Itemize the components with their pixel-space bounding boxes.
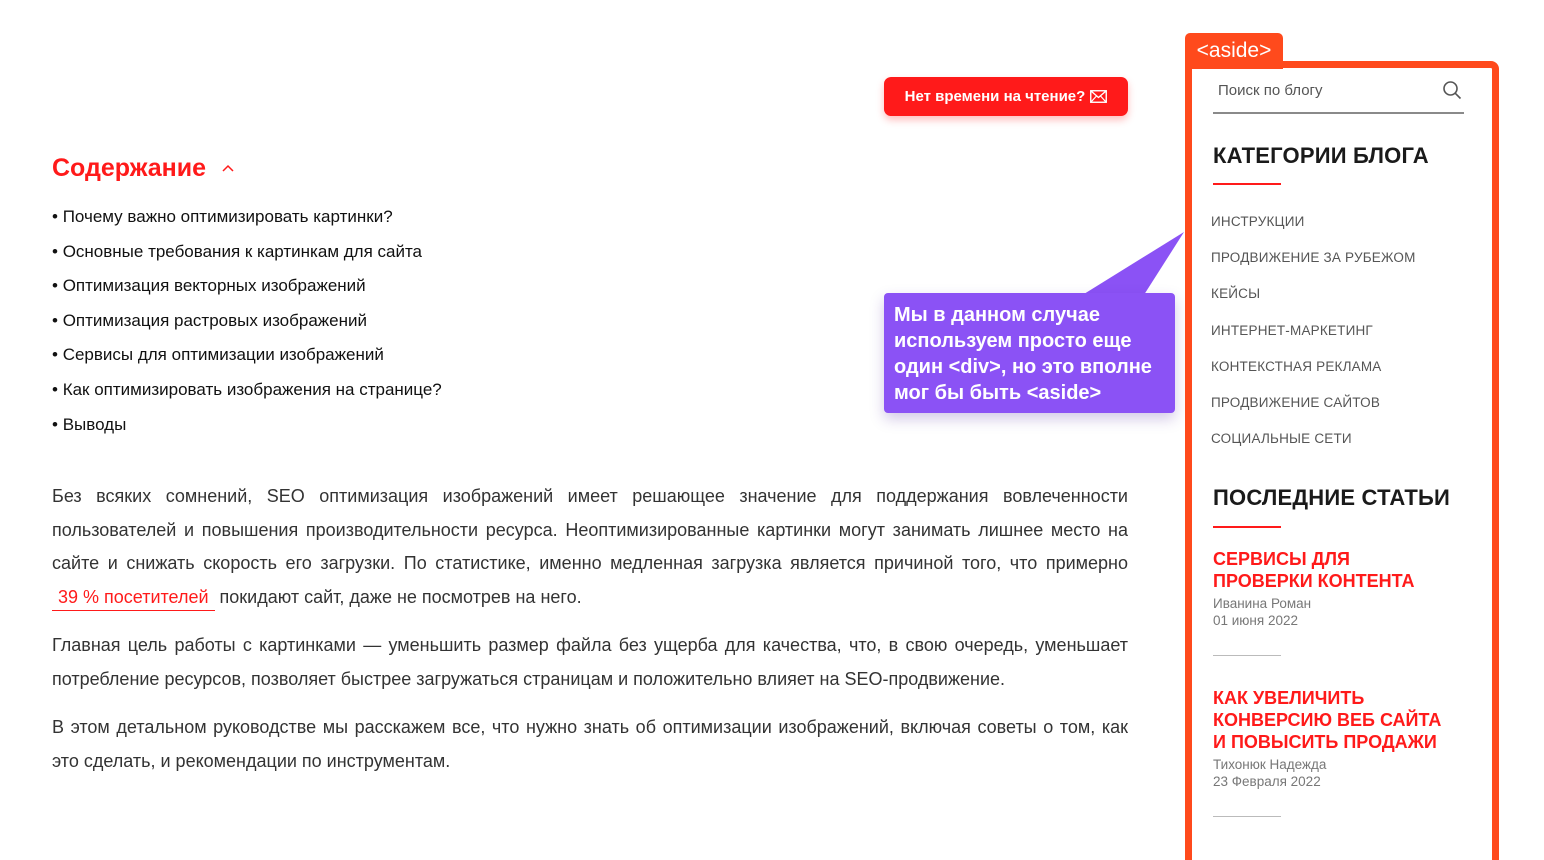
chevron-up-icon[interactable] [222, 164, 234, 172]
category-link[interactable]: ПРОДВИЖЕНИЕ ЗА РУБЕЖОМ [1211, 250, 1416, 266]
article-divider [1213, 655, 1281, 656]
blog-search-input[interactable] [1213, 74, 1428, 99]
category-list [1211, 208, 1416, 461]
toc-item[interactable]: • Сервисы для оптимизации изображений [52, 339, 442, 374]
categories-underline [1213, 183, 1281, 185]
toc-item[interactable]: • Оптимизация растровых изображений [52, 305, 442, 340]
envelope-icon [1090, 90, 1107, 103]
search-icon[interactable] [1442, 80, 1462, 100]
article-date: 01 июня 2022 [1213, 613, 1298, 628]
paragraph-goal: Главная цель работы с картинками — уменьшить размер файла без ущерба для качества, что, в свою очередь, уменьшает потребление ресурсов, позволяет быстрее загружаться страницам и положительно влияет на SEO-продвижение. [52, 635, 1128, 689]
category-link[interactable]: ИНТЕРНЕТ-МАРКЕТИНГ [1211, 322, 1373, 338]
category-link[interactable]: СОЦИАЛЬНЫЕ СЕТИ [1211, 431, 1352, 447]
article-body [52, 480, 1128, 793]
toc-list [52, 201, 442, 443]
toc-item[interactable]: • Как оптимизировать изображения на странице? [52, 374, 442, 409]
category-link[interactable]: КОНТЕКСТНАЯ РЕКЛАМА [1211, 358, 1382, 374]
toc-heading [52, 150, 234, 186]
article-author: Тихонюк Надежда [1213, 757, 1327, 772]
article-divider [1213, 816, 1281, 817]
annotation-tooltip: Мы в данном случае используем просто еще один <div>, но это вполне мог бы быть <aside> [884, 293, 1175, 413]
latest-articles-heading: ПОСЛЕДНИЕ СТАТЬИ [1213, 485, 1450, 510]
paragraph-text: Без всяких сомнений, SEO оптимизация изображений имеет решающее значение для поддержания вовлеченности пользователей и повышения производительности ресурса. Неоптимизированные картинки могут занимать лишнее место на сайте и снижать скорость его загрузки. По статистике, именно медленная загрузка является причиной того, что примерно [52, 486, 1128, 573]
blog-search [1213, 74, 1464, 114]
latest-articles-underline [1213, 526, 1281, 528]
tooltip-pointer [1080, 230, 1190, 300]
category-link[interactable]: ИНСТРУКЦИИ [1211, 214, 1305, 229]
category-link[interactable]: КЕЙСЫ [1211, 286, 1261, 302]
latest-article [1213, 687, 1453, 817]
visitors-statistic-link[interactable]: 39 % посетителей [52, 584, 215, 611]
article-title-link[interactable]: КАК УВЕЛИЧИТЬ КОНВЕРСИЮ ВЕБ САЙТА И ПОВЫСИТЬ ПРОДАЖИ [1213, 688, 1442, 752]
toc-item[interactable]: • Оптимизация векторных изображений [52, 270, 442, 305]
no-time-to-read-button[interactable] [884, 77, 1128, 116]
cta-label: Нет времени на чтение? [904, 88, 1086, 105]
latest-article [1213, 548, 1453, 656]
toc-title: Содержание [52, 154, 207, 182]
toc-item[interactable]: • Основные требования к картинкам для сайта [52, 236, 442, 271]
toc-item[interactable]: • Выводы [52, 409, 442, 444]
article-title-link[interactable]: СЕРВИСЫ ДЛЯ ПРОВЕРКИ КОНТЕНТА [1213, 549, 1415, 591]
paragraph-intro [52, 480, 1128, 614]
paragraph-guide: В этом детальном руководстве мы расскажем все, что нужно знать об оптимизации изображений, включая советы о том, как это сделать, и рекомендации по инструментам. [52, 717, 1128, 771]
article-author: Иванина Роман [1213, 596, 1312, 611]
category-link[interactable]: ПРОДВИЖЕНИЕ САЙТОВ [1211, 394, 1381, 410]
toc-item[interactable]: • Почему важно оптимизировать картинки? [52, 201, 442, 236]
article-date: 23 Февраля 2022 [1213, 774, 1321, 789]
categories-heading: КАТЕГОРИИ БЛОГА [1213, 143, 1429, 168]
paragraph-text: покидают сайт, даже не посмотрев на него. [214, 586, 582, 607]
aside-tag-label: <aside> [1185, 33, 1283, 69]
